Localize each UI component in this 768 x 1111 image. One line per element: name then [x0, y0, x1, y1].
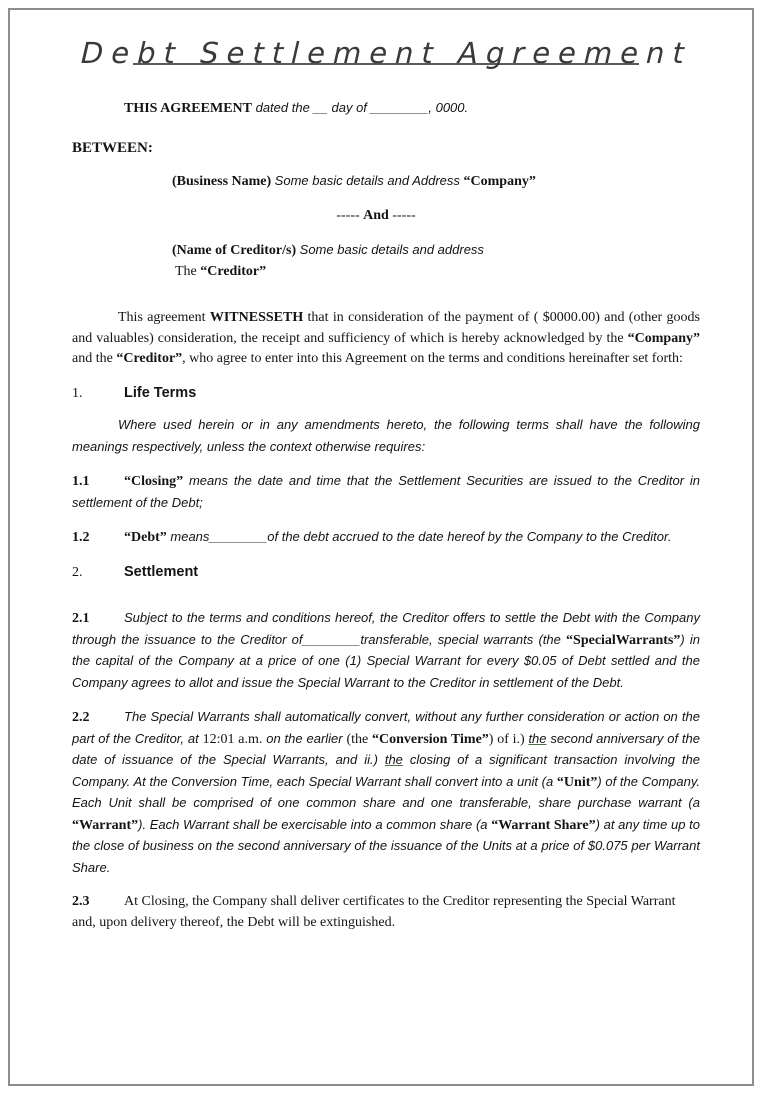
text-run: that in consideration of the payment of ( $0000.00) and (other goods and valuables) consideration, the receipt and sufficiency of which is hereby acknowledged by the: [72, 310, 700, 346]
text-run: the: [528, 730, 547, 746]
clause-number: 2.1: [72, 611, 90, 626]
text-run: “Debt”: [124, 530, 167, 545]
clause-number: 1.2: [72, 530, 90, 545]
title-block: [72, 36, 700, 70]
agreement-date-line: [72, 98, 700, 120]
text-run: (the: [346, 731, 372, 747]
section-1-heading: [72, 383, 700, 405]
text-run: dated the __ day of ________, 0000.: [251, 100, 469, 115]
text-run: 12:01 a.m.: [202, 731, 263, 747]
text-run: WITNESSETH: [209, 310, 304, 325]
text-run: This agreement: [118, 310, 210, 325]
text-run: , who agree to enter into this Agreement on the terms and conditions hereinafter set forth:: [182, 351, 683, 366]
text-run: (Name of Creditor/s): [172, 243, 300, 258]
text-run: “Unit”: [556, 774, 598, 790]
text-run: -----: [388, 207, 416, 223]
section-2-heading: [72, 562, 700, 584]
clause-2-3: [72, 892, 700, 933]
text-run: “Company”: [627, 330, 700, 346]
text-run: (Business Name): [172, 174, 275, 189]
text-run: BETWEEN:: [72, 139, 153, 156]
text-run: “Creditor”: [200, 263, 267, 279]
clause-1-intro: [72, 415, 700, 458]
clause-1-1: [72, 471, 700, 514]
party-creditor-line: [72, 240, 700, 262]
text-run: The Special Warrants shall automatically convert, without any further consideration or action on the part of the Creditor, at: [72, 709, 700, 746]
between-label: [72, 138, 700, 159]
text-run: closing of a significant transaction involving the Company. At the Conversion Time, each Special Warrant shall convert into a unit (a: [72, 752, 700, 789]
text-run: -----: [336, 207, 364, 223]
text-run: Some basic details and address: [299, 242, 484, 257]
document-title: Debt Settlement Agreement: [79, 36, 692, 70]
text-run: ) at any time up to the close of business on the second anniversary of the issuance of the Units at a price of $0.075 per Warrant Share.: [72, 816, 700, 875]
text-run: At Closing, the Company shall deliver certificates to the Creditor representing the Special Warrant and, upon delivery thereof, the Debt will be extinguished.: [72, 894, 676, 930]
clause-number: 2.: [72, 564, 83, 580]
text-run: “Company”: [463, 174, 536, 189]
text-run: The: [175, 263, 201, 279]
party-company-line: [72, 171, 700, 193]
text-run: “Creditor”: [116, 351, 183, 366]
text-run: second anniversary of the date of issuance of the Special Warrants, and ii.): [72, 730, 700, 767]
clause-number: 1.: [72, 385, 83, 401]
clause-1-2: [72, 527, 700, 549]
text-run: and the: [72, 351, 117, 366]
text-run: “Conversion Time”: [372, 731, 489, 747]
text-run: “Warrant Share”: [491, 817, 596, 833]
text-run: the: [384, 752, 403, 767]
text-run: Life Terms: [124, 384, 197, 401]
witnesseth-paragraph: [72, 308, 700, 370]
text-run: “SpecialWarrants”: [566, 632, 681, 648]
text-run: ) in the capital of the Company at a price of one (1) Special Warrant for every $0.05 of Debt settled and the Company agrees to allot and issue the Special Warrant to the Creditor in settlement of the Debt.: [72, 631, 700, 690]
clause-2-1: [72, 608, 700, 694]
text-run: Some basic details and Address: [274, 173, 464, 188]
text-run: And: [363, 207, 389, 223]
text-run: Settlement: [124, 563, 199, 580]
text-run: ) of i.): [488, 731, 529, 747]
text-run: on the earlier: [262, 730, 347, 746]
text-run: ) of the Company. Each Unit shall be comprised of one common share and one transferable, share purchase warrant (a: [72, 773, 700, 810]
text-run: means________of the debt accrued to the date hereof by the Company to the Creditor.: [166, 529, 672, 544]
clause-2-2: [72, 707, 700, 879]
text-run: THIS AGREEMENT: [124, 101, 252, 116]
creditor-label-line: [72, 262, 700, 283]
clause-number: 2.2: [72, 710, 90, 725]
text-run: Subject to the terms and conditions hereof, the Creditor offers to settle the Debt with the Company through the issuance to the Creditor of________transferable, special warrants (the: [72, 610, 700, 647]
text-run: “Closing”: [124, 474, 184, 489]
clause-number: 1.1: [72, 474, 90, 489]
clause-number: 2.3: [72, 894, 90, 909]
and-separator: [72, 206, 700, 227]
text-run: “Warrant”: [72, 817, 139, 833]
text-run: Where used herein or in any amendments hereto, the following terms shall have the following meanings respectively, unless the context otherwise requires:: [72, 417, 700, 454]
text-run: means the date and time that the Settlement Securities are issued to the Creditor in settlement of the Debt;: [72, 473, 700, 510]
text-run: ). Each Warrant shall be exercisable into a common share (a: [138, 816, 492, 832]
